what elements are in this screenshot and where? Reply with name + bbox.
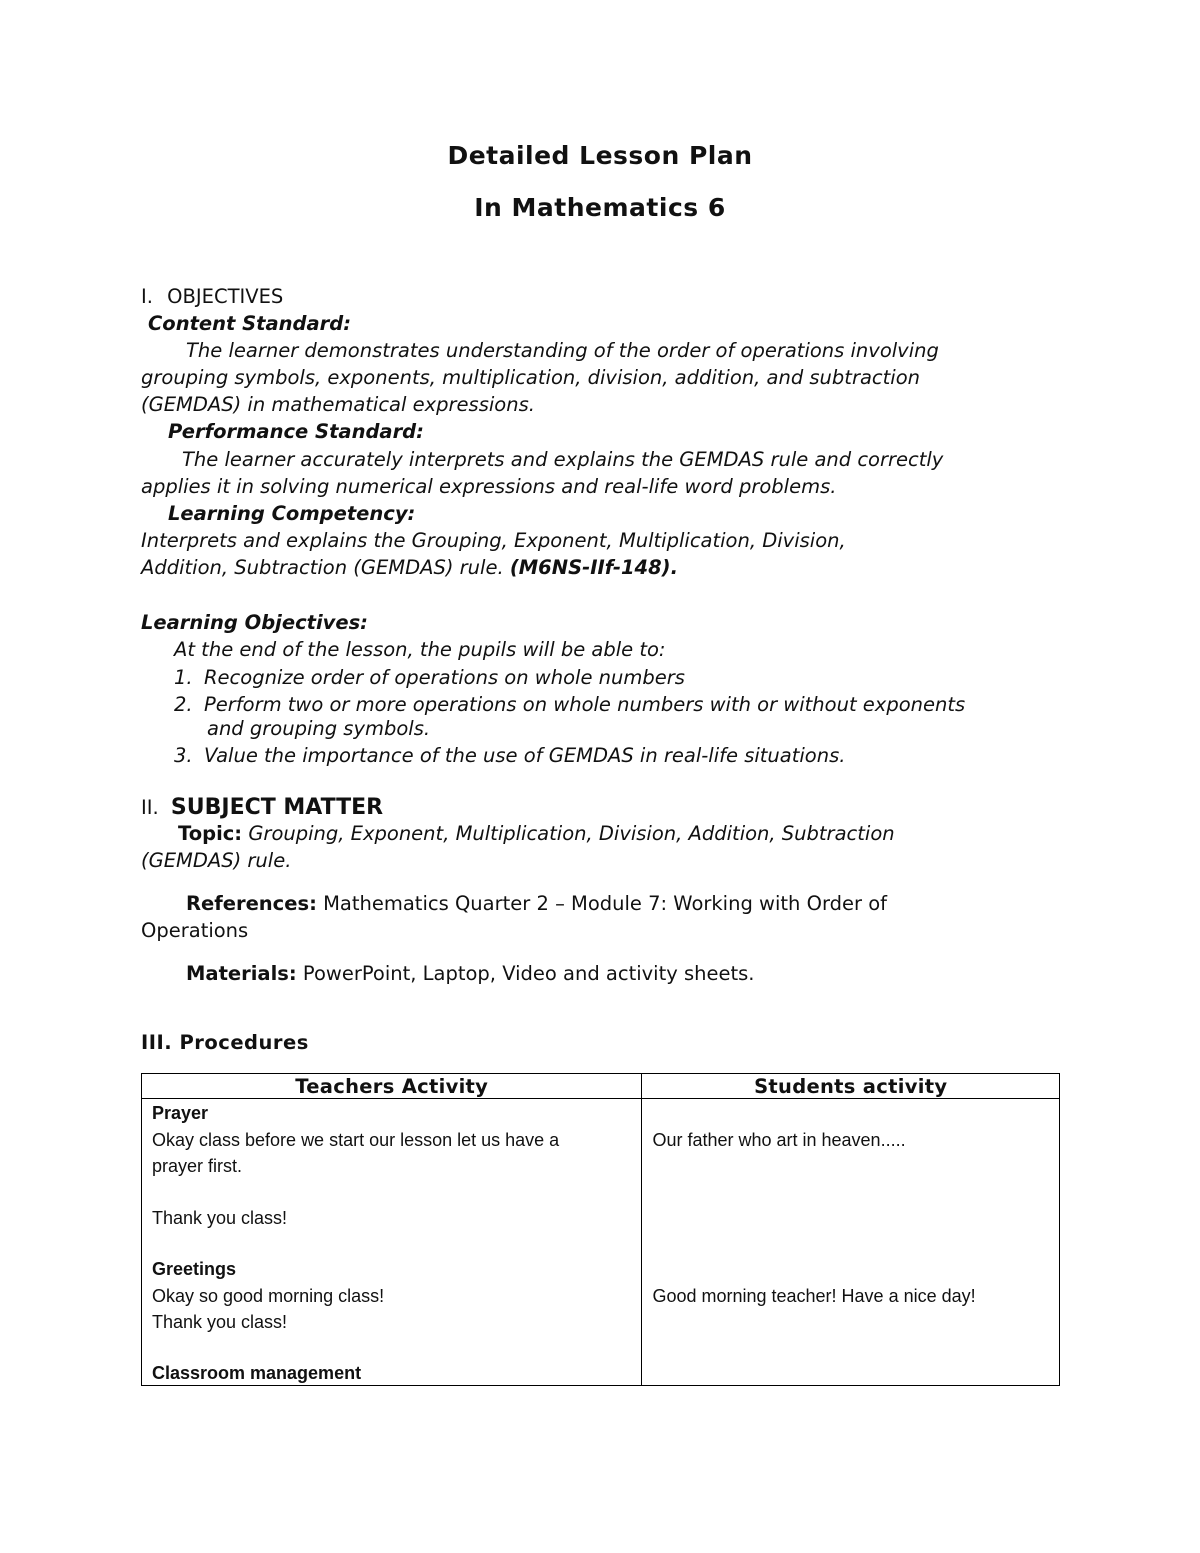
teacher-activity-cell <box>142 1099 642 1386</box>
objective-number: 1. <box>174 666 193 689</box>
column-header-student: Students activity <box>642 1074 1060 1099</box>
greetings-label: Greetings <box>152 1259 237 1279</box>
procedures-heading: III. Procedures <box>141 1031 309 1054</box>
table-bottom-border <box>141 1385 1060 1386</box>
topic-line <box>178 822 895 845</box>
objective-number: 3. <box>174 744 193 767</box>
topic-label: Topic: <box>178 822 243 845</box>
objective-item <box>174 744 845 767</box>
references-value-continued: Operations <box>141 919 249 942</box>
content-standard-line: (GEMDAS) in mathematical expressions. <box>141 393 535 416</box>
student-activity-cell <box>642 1099 1060 1386</box>
objective-text: Recognize order of operations on whole numbers <box>204 666 685 689</box>
learning-competency-line <box>141 556 678 579</box>
topic-value: Grouping, Exponent, Multiplication, Division, Addition, Subtraction <box>248 822 895 845</box>
materials-value: PowerPoint, Laptop, Video and activity sheets. <box>302 962 755 985</box>
prayer-instruction: Okay class before we start our lesson let us have a <box>152 1130 560 1150</box>
objective-text: Value the importance of the use of GEMDAS in real-life situations. <box>204 744 846 767</box>
subject-matter-heading-num: II. <box>141 796 159 819</box>
topic-value-continued: (GEMDAS) rule. <box>141 849 292 872</box>
objective-text: Perform two or more operations on whole numbers with or without exponents <box>204 693 966 716</box>
greetings-thanks: Thank you class! <box>152 1312 288 1332</box>
prayer-response: Our father who art in heaven..... <box>652 1130 906 1150</box>
subject-matter-heading-text: SUBJECT MATTER <box>170 795 384 820</box>
materials-line <box>186 962 755 985</box>
greetings-text: Okay so good morning class! <box>152 1286 385 1306</box>
procedures-table <box>141 1073 1060 1385</box>
performance-standard-line: The learner accurately interprets and explains the GEMDAS rule and correctly <box>182 448 944 471</box>
references-label: References: <box>186 892 317 915</box>
learning-competency-line: Interprets and explains the Grouping, Exponent, Multiplication, Division, <box>141 529 846 552</box>
subject-matter-heading <box>141 795 383 820</box>
materials-label: Materials: <box>186 962 297 985</box>
learning-competency-text: Addition, Subtraction (GEMDAS) rule. <box>141 556 504 579</box>
prayer-instruction-continued: prayer first. <box>152 1156 243 1176</box>
learning-objectives-intro: At the end of the lesson, the pupils will be able to: <box>174 638 666 661</box>
document-title: Detailed Lesson Plan <box>447 141 753 170</box>
competency-code: (M6NS-IIf-148). <box>509 556 678 579</box>
objective-number: 2. <box>174 693 193 716</box>
objectives-heading-num: I. <box>141 285 153 308</box>
table-row <box>142 1099 1060 1386</box>
objectives-heading <box>141 285 283 308</box>
content-standard-line: The learner demonstrates understanding of the order of operations involving <box>186 339 939 362</box>
prayer-label: Prayer <box>152 1103 209 1123</box>
learning-objectives-label: Learning Objectives: <box>141 611 368 634</box>
objective-item <box>174 693 965 716</box>
classroom-management-label: Classroom management <box>152 1363 362 1383</box>
document-subtitle: In Mathematics 6 <box>474 193 726 222</box>
column-header-teacher: Teachers Activity <box>142 1074 642 1099</box>
greetings-response: Good morning teacher! Have a nice day! <box>652 1286 976 1306</box>
performance-standard-label: Performance Standard: <box>168 420 424 443</box>
objectives-heading-text: OBJECTIVES <box>167 285 284 308</box>
objective-text-continued: and grouping symbols. <box>207 717 431 740</box>
thank-you-text: Thank you class! <box>152 1208 288 1228</box>
content-standard-label: Content Standard: <box>148 312 352 335</box>
content-standard-line: grouping symbols, exponents, multiplication, division, addition, and subtraction <box>141 366 920 389</box>
learning-competency-label: Learning Competency: <box>168 502 416 525</box>
objective-item <box>174 666 685 689</box>
table-header-row <box>142 1074 1060 1099</box>
performance-standard-line: applies it in solving numerical expressions and real-life word problems. <box>141 475 837 498</box>
references-value: Mathematics Quarter 2 – Module 7: Working with Order of <box>323 892 888 915</box>
references-line <box>186 892 887 915</box>
